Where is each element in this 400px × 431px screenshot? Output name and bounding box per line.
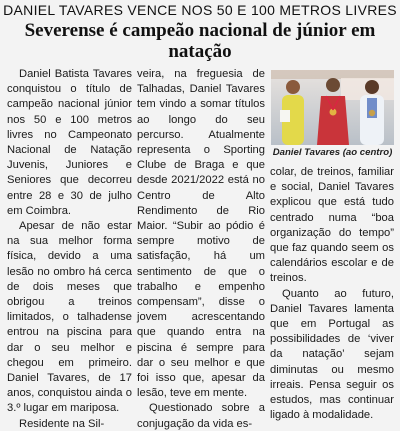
paragraph: Residente na Sil-	[19, 417, 105, 430]
article-column-1	[7, 67, 132, 431]
article-photo	[271, 70, 394, 145]
article-headline: Severense é campeão nacional de júnior em natação	[24, 20, 376, 62]
paragraph: veira, na freguesia de Talhadas, Daniel Tavares tem vindo a somar títulos ao longo do seu percurso. Atualmente representa o Sporting Clube de Braga e que desde 2021/2022 está no Centro de Alto Rendimento de Rio Maior. “Subir ao pódio é sempre motivo de satisfação, há um sentimento de que o trabalho e empenho compensam”, disse o jovem acrescentando que quando entra na piscina é sempre para dar o seu melhor e que foi isso que, apesar da lesão, teve em mente.	[137, 68, 265, 400]
paragraph: Questionado sobre a conjugação da vida es-	[137, 402, 265, 430]
article-column-2	[137, 67, 265, 431]
article-column-3	[270, 165, 394, 423]
paragraph: Apesar de não estar na sua melhor forma física, devido a uma lesão no ombro há cerca de dois meses que obrigou a treinos limitados, o talhadense entrou na piscina para dar o seu melhor e chegou em primeiro. Daniel Tavares, de 17 anos, conquistou ainda o 3.º lugar em mariposa.	[7, 220, 132, 415]
paragraph: Quanto ao futuro, Daniel Tavares lamenta que em Portugal as possibilidades de ‘viver da natação’ sejam diminutas ou mesmo irreais. Pensa seguir os estudos, mas continuar ligado à modalidade.	[270, 287, 394, 422]
paragraph: Daniel Batista Tavares conquistou o título de campeão nacional júnior nos 50 e 100 metros livres no Campeonato Nacional de Natação Juvenis, Juniores e Seniores que decorreu entre 28 e 30 de julho em Coimbra.	[7, 68, 132, 217]
photo-illustration	[271, 70, 394, 145]
article-kicker: DANIEL TAVARES VENCE NOS 50 E 100 METROS LIVRES	[3, 2, 397, 18]
photo-caption: Daniel Tavares (ao centro)	[272, 147, 393, 158]
paragraph: colar, de treinos, familiar e social, Daniel Tavares explicou que está tudo centrado numa “boa organização do tempo” que faz quando seem os calendários escolar e de treinos.	[270, 166, 394, 285]
